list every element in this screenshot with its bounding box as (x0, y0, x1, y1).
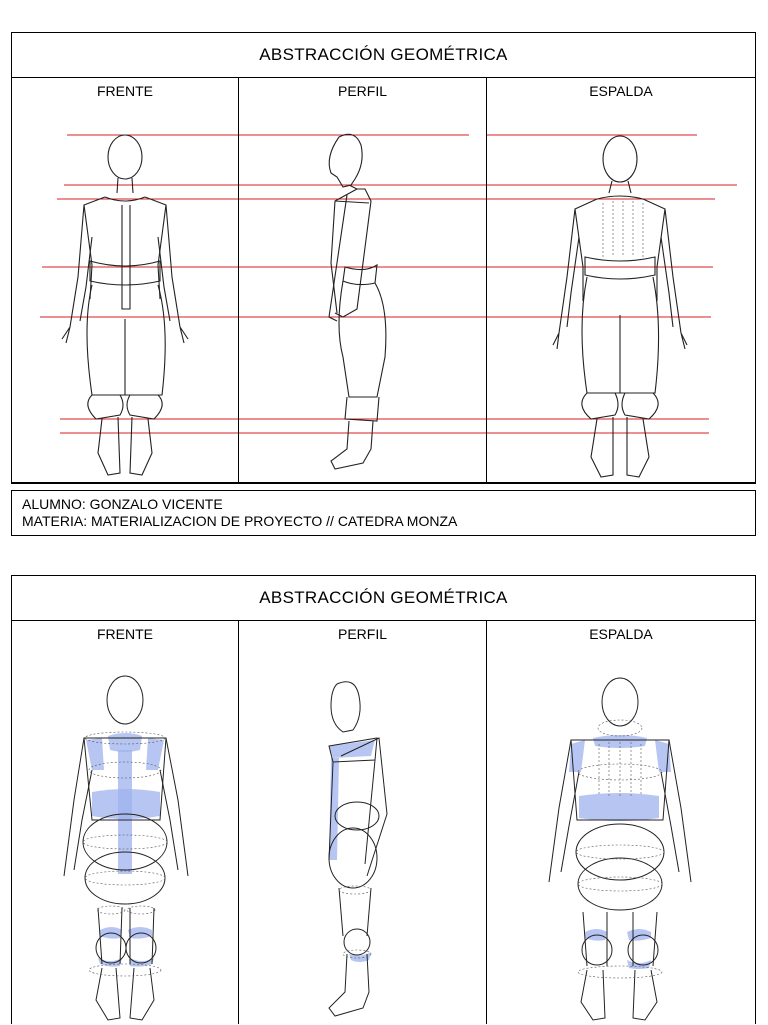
panel-label-front: FRENTE (97, 626, 153, 642)
student-name: ALUMNO: GONZALO VICENTE (22, 496, 223, 512)
panel-back (486, 620, 755, 1024)
panel-back (486, 77, 755, 482)
panel-front (12, 620, 238, 1024)
subject-name: MATERIA: MATERIALIZACION DE PROYECTO // CATEDRA MONZA (22, 513, 458, 529)
panel-label-back: ESPALDA (589, 626, 653, 642)
panel-label-profile: PERFIL (337, 626, 387, 642)
panel-profile (238, 77, 486, 482)
sheet-title: ABSTRACCIÓN GEOMÉTRICA (12, 33, 755, 78)
figure-profile-lines (239, 77, 487, 484)
figure-profile-volumes (239, 620, 487, 1025)
figure-back-lines (487, 77, 756, 484)
student-info-box (11, 490, 756, 536)
panel-label-back: ESPALDA (589, 83, 653, 99)
panel-profile (238, 620, 486, 1024)
sheet-volume-drawing (11, 575, 756, 1024)
panel-label-profile: PERFIL (337, 83, 387, 99)
figure-front-volumes (12, 620, 238, 1025)
sheet-title: ABSTRACCIÓN GEOMÉTRICA (12, 576, 755, 621)
sheet-line-drawing (11, 32, 756, 484)
figure-front-lines (12, 77, 238, 484)
figure-back-volumes (487, 620, 756, 1025)
panel-label-front: FRENTE (97, 83, 153, 99)
panel-front (12, 77, 238, 482)
